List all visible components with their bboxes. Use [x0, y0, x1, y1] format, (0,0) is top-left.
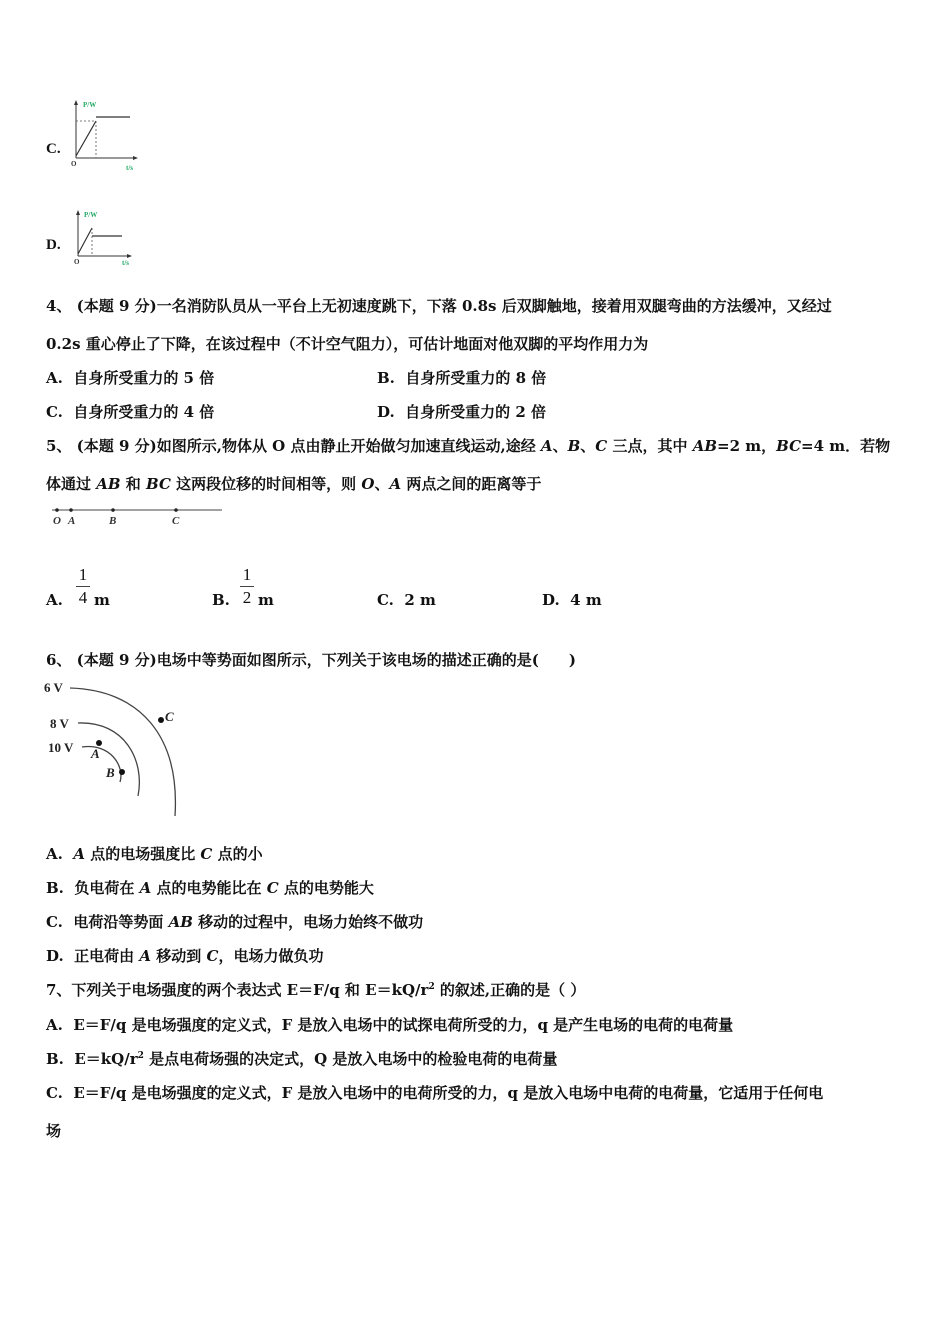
- label-a: A: [68, 515, 76, 527]
- q7-stem: 7、下列关于电场强度的两个表达式 E＝F/q 和 $E=kQ/r^2$ 的叙述,正确的是（ ）: [46, 981, 586, 999]
- option-text: 自身所受重力的 4 倍: [73, 403, 215, 421]
- label-8v: 8 V: [50, 716, 69, 731]
- q6-option-a[interactable]: A. A 点的电场强度比 C 点的小: [46, 845, 263, 863]
- origin-label: O: [74, 258, 80, 266]
- q4-stem-line1: 4、 (本题 9 分)一名消防队员从一平台上无初速度跳下，下落 0.8s 后双脚触地，接着用双腿弯曲的方法缓冲，又经过: [46, 297, 832, 315]
- q6-option-d[interactable]: D. 正电荷由 A 移动到 C，电场力做负功: [46, 947, 324, 965]
- x-axis-label: t/s: [122, 259, 129, 266]
- label-6v: 6 V: [44, 680, 63, 695]
- point-o: [55, 508, 59, 512]
- label-c: C: [165, 709, 174, 724]
- q3-option-d-label[interactable]: D.: [46, 237, 61, 253]
- label-a: A: [91, 746, 100, 761]
- q7-option-b[interactable]: B. $E=kQ/r^2$ 是点电荷场强的决定式，Q 是放入电场中的检验电荷的电荷量: [46, 1050, 558, 1068]
- numerator: 1: [78, 565, 88, 584]
- label-10v: 10 V: [48, 740, 74, 755]
- option-label: C.: [46, 403, 63, 421]
- fraction-bar: [76, 586, 90, 587]
- power-rise-line: [76, 121, 96, 156]
- q5-stem-line2: 体通过 AB 和 BC 这两段位移的时间相等，则 O、A 两点之间的距离等于: [46, 475, 542, 493]
- equipotential-8v: [78, 723, 139, 796]
- denominator: 2: [242, 588, 252, 607]
- label-c: C: [172, 515, 180, 527]
- q5-line-diagram: [46, 502, 226, 530]
- option-label: D.: [542, 591, 560, 609]
- origin-label: O: [71, 160, 77, 168]
- q6-stem: 6、 (本题 9 分)电场中等势面如图所示，下列关于该电场的描述正确的是( ): [46, 651, 576, 669]
- q4-option-a[interactable]: [46, 367, 214, 388]
- x-axis-label: t/s: [126, 164, 133, 172]
- q5-option-b-unit: m: [258, 591, 274, 609]
- option-label: A.: [46, 369, 63, 387]
- option-text: 自身所受重力的 2 倍: [405, 403, 547, 421]
- label-b: B: [109, 515, 117, 527]
- q7-option-c-continued: 场: [46, 1122, 62, 1140]
- option-label: D.: [377, 403, 395, 421]
- q4-option-b[interactable]: [377, 367, 546, 388]
- point-b: [119, 769, 125, 775]
- y-axis-label: P/W: [83, 101, 97, 109]
- option-label: C.: [377, 591, 394, 609]
- option-text: 自身所受重力的 5 倍: [73, 369, 215, 387]
- option-text: 自身所受重力的 8 倍: [405, 369, 547, 387]
- q6-option-b[interactable]: B. 负电荷在 A 点的电势能比在 C 点的电势能大: [46, 879, 374, 897]
- option-text: 4 m: [570, 591, 602, 609]
- q4-option-d[interactable]: [377, 401, 546, 422]
- label-b: B: [106, 765, 115, 780]
- q3-option-c-graph: [70, 98, 142, 174]
- equipotential-10v: [82, 747, 121, 782]
- power-rise-line: [78, 228, 92, 254]
- denominator: 4: [78, 588, 88, 607]
- fraction-bar: [240, 586, 254, 587]
- q5-stem-line1: 5、 (本题 9 分)如图所示,物体从 O 点由静止开始做匀加速直线运动,途经 A、B、C 三点，其中 AB=2 m，BC=4 m．若物: [46, 437, 891, 455]
- q5-option-b-fraction: [240, 566, 254, 607]
- q5-option-a-unit: m: [94, 591, 110, 609]
- equipotential-6v: [70, 688, 175, 816]
- point-b: [111, 508, 115, 512]
- q5-option-a-fraction: [76, 566, 90, 607]
- q6-equipotential-diagram: [40, 676, 190, 822]
- q7-option-c[interactable]: C. E＝F/q 是电场强度的定义式，F 是放入电场中的电荷所受的力，q 是放入电场中电荷的电荷量，它适用于任何电: [46, 1084, 824, 1102]
- option-text: 2 m: [404, 591, 436, 609]
- point-c: [174, 508, 178, 512]
- point-a: [69, 508, 73, 512]
- q5-option-c[interactable]: [377, 591, 436, 609]
- q5-option-a-label[interactable]: A.: [46, 591, 63, 609]
- y-axis-label: P/W: [84, 211, 98, 219]
- q4-option-c[interactable]: [46, 401, 214, 422]
- q3-option-d-graph: [72, 208, 138, 266]
- point-c: [158, 717, 164, 723]
- q6-option-c[interactable]: C. 电荷沿等势面 AB 移动的过程中，电场力始终不做功: [46, 913, 424, 931]
- option-label: B.: [377, 369, 395, 387]
- numerator: 1: [242, 565, 252, 584]
- q4-stem-line2: 0.2s 重心停止了下降，在该过程中（不计空气阻力），可估计地面对他双脚的平均作用力为: [46, 335, 649, 353]
- q3-option-c-label[interactable]: C.: [46, 141, 61, 157]
- q7-option-a[interactable]: A. E＝F/q 是电场强度的定义式，F 是放入电场中的试探电荷所受的力，q 是产生电场的电荷的电荷量: [46, 1016, 734, 1034]
- q5-option-b-label[interactable]: B.: [212, 591, 230, 609]
- label-o: O: [53, 515, 61, 527]
- q5-option-d[interactable]: [542, 591, 602, 609]
